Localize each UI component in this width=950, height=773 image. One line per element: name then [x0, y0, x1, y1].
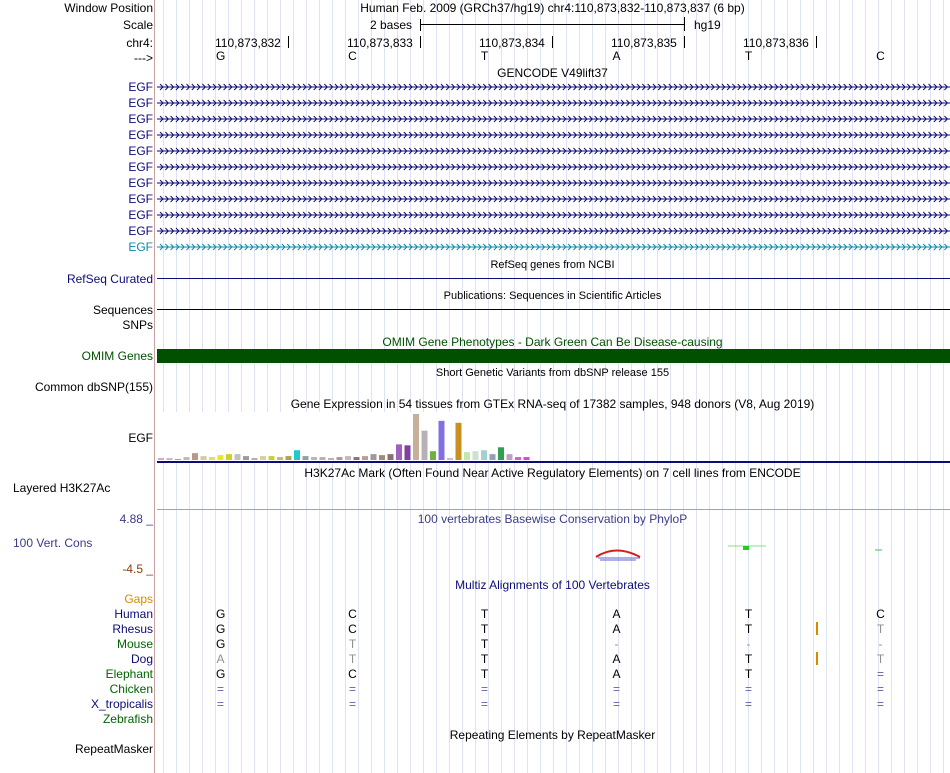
aligned-base: - — [614, 637, 619, 651]
aligned-base: = — [348, 697, 356, 711]
aligned-base: A — [612, 652, 621, 666]
reference-base: G — [216, 49, 226, 63]
ruler-position: 110,873,834 — [479, 36, 545, 50]
gencode-transcript-label[interactable]: EGF — [128, 96, 153, 110]
gencode-transcript-label[interactable]: EGF — [128, 160, 153, 174]
aligned-base: = — [480, 682, 488, 696]
chrom-label: chr4: — [126, 36, 153, 50]
gtex-track-title[interactable]: Gene Expression in 54 tissues from GTEx RNA-seq of 17382 samples, 948 donors (V8, Aug 2019) — [290, 397, 815, 411]
window-position-value: Human Feb. 2009 (GRCh37/hg19) chr4:110,873,832-110,873,837 (6 bp) — [360, 1, 745, 15]
publications-track-title[interactable]: Publications: Sequences in Scientific Articles — [443, 290, 662, 302]
aligned-base: T — [876, 622, 885, 636]
reference-base: C — [348, 49, 357, 63]
aligned-base: T — [480, 607, 489, 621]
aligned-base: G — [216, 637, 226, 651]
aligned-base: T — [480, 667, 489, 681]
cons-max-label: 4.88 _ — [119, 512, 153, 526]
aligned-base: T — [480, 622, 489, 636]
aligned-base: T — [876, 652, 885, 666]
gap-mark — [816, 652, 818, 665]
multiz-gaps-label[interactable]: Gaps — [124, 592, 153, 606]
aligned-base: = — [744, 697, 752, 711]
aligned-base: G — [216, 607, 226, 621]
reference-base: A — [612, 49, 621, 63]
aligned-base: = — [612, 682, 620, 696]
aligned-base: T — [480, 637, 489, 651]
aligned-base: = — [348, 682, 356, 696]
ruler-position: 110,873,832 — [215, 36, 281, 50]
cons-track-title[interactable]: 100 vertebrates Basewise Conservation by PhyloP — [417, 512, 688, 526]
aligned-base: G — [216, 622, 226, 636]
aligned-base: = — [480, 697, 488, 711]
ruler-position: 110,873,836 — [743, 36, 809, 50]
gencode-transcript-label[interactable]: EGF — [128, 176, 153, 190]
reference-base: C — [876, 49, 885, 63]
species-label[interactable]: Elephant — [105, 667, 153, 681]
phylop-peak — [596, 551, 640, 558]
aligned-base: T — [744, 607, 753, 621]
reference-base: T — [480, 49, 489, 63]
gencode-transcript-label[interactable]: EGF — [128, 112, 153, 126]
h3k27ac-track-title[interactable]: H3K27Ac Mark (Often Found Near Active Regulatory Elements) on 7 cell lines from ENCODE — [304, 466, 801, 480]
aligned-base: C — [348, 622, 357, 636]
species-label[interactable]: Human — [114, 607, 153, 621]
aligned-base: = — [612, 697, 620, 711]
aligned-base: C — [348, 607, 357, 621]
snps-track-label[interactable]: SNPs — [122, 318, 153, 332]
gap-mark — [816, 622, 818, 635]
aligned-base: = — [876, 682, 884, 696]
aligned-base: - — [878, 637, 883, 651]
refseq-track-title[interactable]: RefSeq genes from NCBI — [490, 259, 615, 271]
dbsnp-track-label[interactable]: Common dbSNP(155) — [34, 380, 153, 394]
multiz-track-title[interactable]: Multiz Alignments of 100 Vertebrates — [455, 578, 650, 592]
gencode-transcript-label[interactable]: EGF — [128, 144, 153, 158]
gencode-transcript-label[interactable]: EGF — [128, 208, 153, 222]
aligned-base: T — [744, 622, 753, 636]
scale-db: hg19 — [694, 18, 721, 32]
strand-label: ---> — [134, 51, 153, 65]
gencode-transcript-label[interactable]: EGF — [128, 128, 153, 142]
aligned-base: T — [348, 652, 357, 666]
aligned-base: T — [744, 667, 753, 681]
gencode-transcript-label[interactable]: EGF — [128, 192, 153, 206]
ruler-position: 110,873,833 — [347, 36, 413, 50]
aligned-base: T — [480, 652, 489, 666]
species-label[interactable]: Zebrafish — [102, 712, 153, 726]
aligned-base: A — [612, 667, 621, 681]
omim-track-label[interactable]: OMIM Genes — [81, 349, 153, 363]
species-label[interactable]: Dog — [130, 652, 153, 666]
gencode-transcript-label[interactable]: EGF — [128, 240, 153, 254]
window-position-label: Window Position — [64, 1, 153, 15]
scale-label: Scale — [122, 18, 153, 32]
species-label[interactable]: Chicken — [109, 682, 153, 696]
aligned-base: = — [876, 667, 884, 681]
scale-text: 2 bases — [370, 18, 413, 32]
gencode-track-title[interactable]: GENCODE V49lift37 — [497, 66, 608, 80]
species-label[interactable]: Rhesus — [112, 622, 153, 636]
aligned-base: - — [746, 637, 751, 651]
species-label[interactable]: X_tropicalis — [90, 697, 153, 711]
aligned-base: G — [216, 667, 226, 681]
aligned-base: A — [216, 652, 225, 666]
dbsnp-track-title[interactable]: Short Genetic Variants from dbSNP release 155 — [435, 367, 670, 379]
omim-track-title[interactable]: OMIM Gene Phenotypes - Dark Green Can Be Disease-causing — [382, 335, 723, 349]
refseq-track-label[interactable]: RefSeq Curated — [66, 272, 153, 286]
publications-track-label[interactable]: Sequences — [92, 303, 153, 317]
cons-track-label[interactable]: 100 Vert. Cons — [13, 536, 93, 550]
phylop-positive — [743, 546, 749, 550]
reference-base: T — [744, 49, 753, 63]
aligned-base: C — [876, 607, 885, 621]
cons-min-label: -4.5 _ — [122, 562, 153, 576]
gencode-transcript-label[interactable]: EGF — [128, 224, 153, 238]
aligned-base: C — [348, 667, 357, 681]
h3k27ac-track-label[interactable]: Layered H3K27Ac — [13, 481, 111, 495]
aligned-base: A — [612, 607, 621, 621]
aligned-base: A — [612, 622, 621, 636]
repeatmasker-track-title[interactable]: Repeating Elements by RepeatMasker — [449, 728, 656, 742]
repeatmasker-track-label[interactable]: RepeatMasker — [74, 742, 153, 756]
aligned-base: = — [216, 697, 224, 711]
aligned-base: = — [876, 697, 884, 711]
aligned-base: T — [744, 652, 753, 666]
gencode-transcript-label[interactable]: EGF — [128, 80, 153, 94]
aligned-base: = — [216, 682, 224, 696]
aligned-base: = — [744, 682, 752, 696]
ruler-position: 110,873,835 — [611, 36, 677, 50]
phylop-negative — [598, 558, 640, 560]
gtex-track-label[interactable]: EGF — [128, 431, 153, 445]
species-label[interactable]: Mouse — [116, 637, 153, 651]
aligned-base: T — [348, 637, 357, 651]
